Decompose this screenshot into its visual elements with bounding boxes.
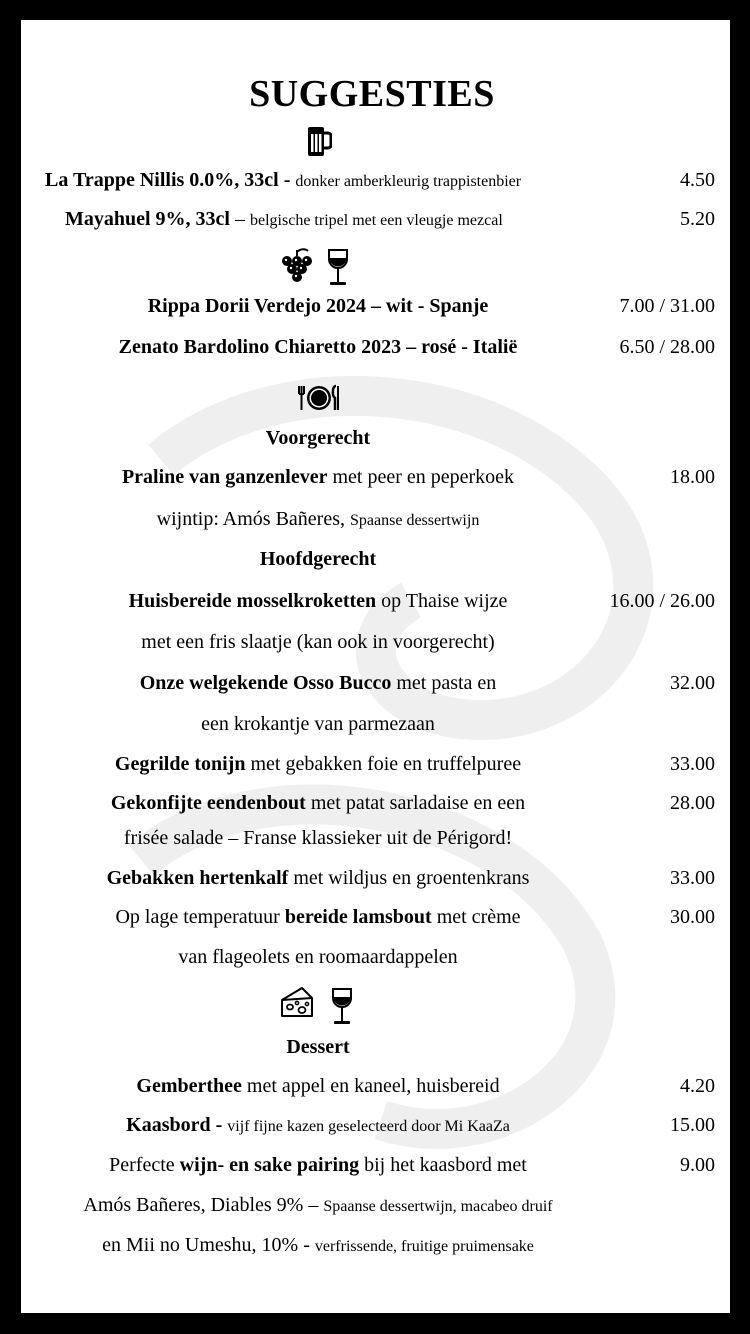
dish-name: wijn- en sake pairing <box>179 1154 360 1176</box>
beer-name: La Trappe Nillis 0.0%, 33cl - <box>45 169 291 191</box>
dish-name: Huisbereide mosselkroketten <box>128 590 377 612</box>
dish-price: 33.00 <box>670 753 715 775</box>
dish-name: Praline van ganzenlever <box>121 466 328 488</box>
dish-desc-line2: een krokantje van parmezaan <box>201 713 435 735</box>
pairing-sake-desc: verfrissende, fruitige pruimensake <box>314 1238 534 1255</box>
dish-name: Gebakken hertenkalf <box>106 867 289 889</box>
menu-page <box>21 20 730 1313</box>
main-item-lamsbout <box>115 905 520 929</box>
main-item-osso-bucco <box>140 671 497 695</box>
dish-name: Gemberthee <box>136 1075 242 1097</box>
section-header-hoofdgerecht: Hoofdgerecht <box>259 548 377 570</box>
beer-item-mayahuel <box>65 207 503 233</box>
dish-name: Onze welgekende Osso Bucco <box>139 672 392 694</box>
wine-tip-main: wijntip: Amós Bañeres, <box>156 508 346 530</box>
main-item-eendenbout <box>111 791 525 815</box>
wine-price: 6.50 / 28.00 <box>619 336 715 358</box>
dish-name: bereide lamsbout <box>284 906 432 928</box>
dish-price: 30.00 <box>670 906 715 928</box>
section-header-dessert: Dessert <box>286 1036 350 1058</box>
beer-mug-icon <box>304 124 332 158</box>
main-item-tonijn <box>115 752 521 776</box>
dish-desc: op Thaise wijze <box>381 590 508 612</box>
dessert-item-pairing <box>109 1153 527 1177</box>
menu-title: SUGGESTIES <box>249 73 495 115</box>
wine-glass-icon <box>331 988 353 1026</box>
dish-name: Gekonfijte eendenbout <box>110 792 306 814</box>
dish-name: Kaasbord - <box>126 1114 223 1136</box>
wine-name: Zenato Bardolino Chiaretto 2023 – rosé - Italië <box>118 336 518 358</box>
dish-price: 28.00 <box>670 792 715 814</box>
section-header-voorgerecht: Voorgerecht <box>265 427 371 449</box>
pairing-line2 <box>83 1193 552 1219</box>
dish-desc: met patat sarladaise en een <box>310 792 526 814</box>
beer-price: 5.20 <box>680 208 715 230</box>
dish-desc-line2: met een fris slaatje (kan ook in voorgerecht) <box>141 631 495 653</box>
dish-price: 15.00 <box>670 1114 715 1136</box>
dish-desc: met peer en peperkoek <box>332 466 515 488</box>
dish-desc: vijf fijne kazen geselecteerd door Mi KaaZa <box>227 1118 510 1135</box>
wine-price: 7.00 / 31.00 <box>619 295 715 317</box>
wine-tip-small: Spaanse dessertwijn <box>350 512 480 529</box>
wine-tip <box>157 507 480 533</box>
dish-desc: met crème <box>436 906 521 928</box>
dish-desc: met appel en kaneel, huisbereid <box>246 1075 500 1097</box>
beer-price: 4.50 <box>680 169 715 191</box>
dish-desc: met wildjus en groentenkrans <box>293 867 530 889</box>
wine-item-zenato <box>119 335 518 359</box>
dessert-item-kaasbord <box>126 1113 510 1139</box>
dish-desc: met pasta en <box>396 672 497 694</box>
pairing-wine-desc: Spaanse dessertwijn, macabeo druif <box>323 1198 553 1215</box>
dish-desc-line2: frisée salade – Franse klassieker uit de Périgord! <box>123 827 513 849</box>
grapes-icon <box>280 248 314 286</box>
beer-desc: donker amberkleurig trappistenbier <box>295 173 522 190</box>
beer-desc: belgische tripel met een vleugje mezcal <box>250 212 503 229</box>
dish-prefix: Perfecte <box>109 1154 175 1176</box>
wine-name: Rippa Dorii Verdejo 2024 – wit - Spanje <box>147 295 489 317</box>
dish-desc: met gebakken foie en truffelpuree <box>250 753 522 775</box>
dish-price: 4.20 <box>680 1075 715 1097</box>
beer-separator: – <box>235 208 245 230</box>
wine-glass-icon <box>327 249 349 287</box>
pairing-line3 <box>102 1233 534 1259</box>
cheese-icon <box>280 986 314 1020</box>
dish-desc: bij het kaasbord met <box>364 1154 527 1176</box>
beer-name: Mayahuel 9%, 33cl <box>65 208 230 230</box>
pairing-wine: Amós Bañeres, Diables 9% – <box>83 1194 319 1216</box>
main-item-mosselkroketten <box>129 589 508 613</box>
pairing-sake: en Mii no Umeshu, 10% - <box>102 1234 310 1256</box>
starter-item-praline <box>122 465 514 489</box>
dish-price: 9.00 <box>680 1154 715 1176</box>
wine-item-rippa-dorii <box>148 294 489 318</box>
plate-cutlery-icon <box>297 384 341 412</box>
beer-item-la-trappe <box>45 168 521 194</box>
dish-price: 18.00 <box>670 466 715 488</box>
dish-price: 32.00 <box>670 672 715 694</box>
dish-price: 33.00 <box>670 867 715 889</box>
dish-price: 16.00 / 26.00 <box>609 590 715 612</box>
dish-name: Gegrilde tonijn <box>114 753 246 775</box>
main-item-hertenkalf <box>107 866 530 890</box>
dish-prefix: Op lage temperatuur <box>115 906 280 928</box>
dish-desc-line2: van flageolets en roomaardappelen <box>178 946 458 968</box>
dessert-item-gemberthee <box>136 1074 499 1098</box>
